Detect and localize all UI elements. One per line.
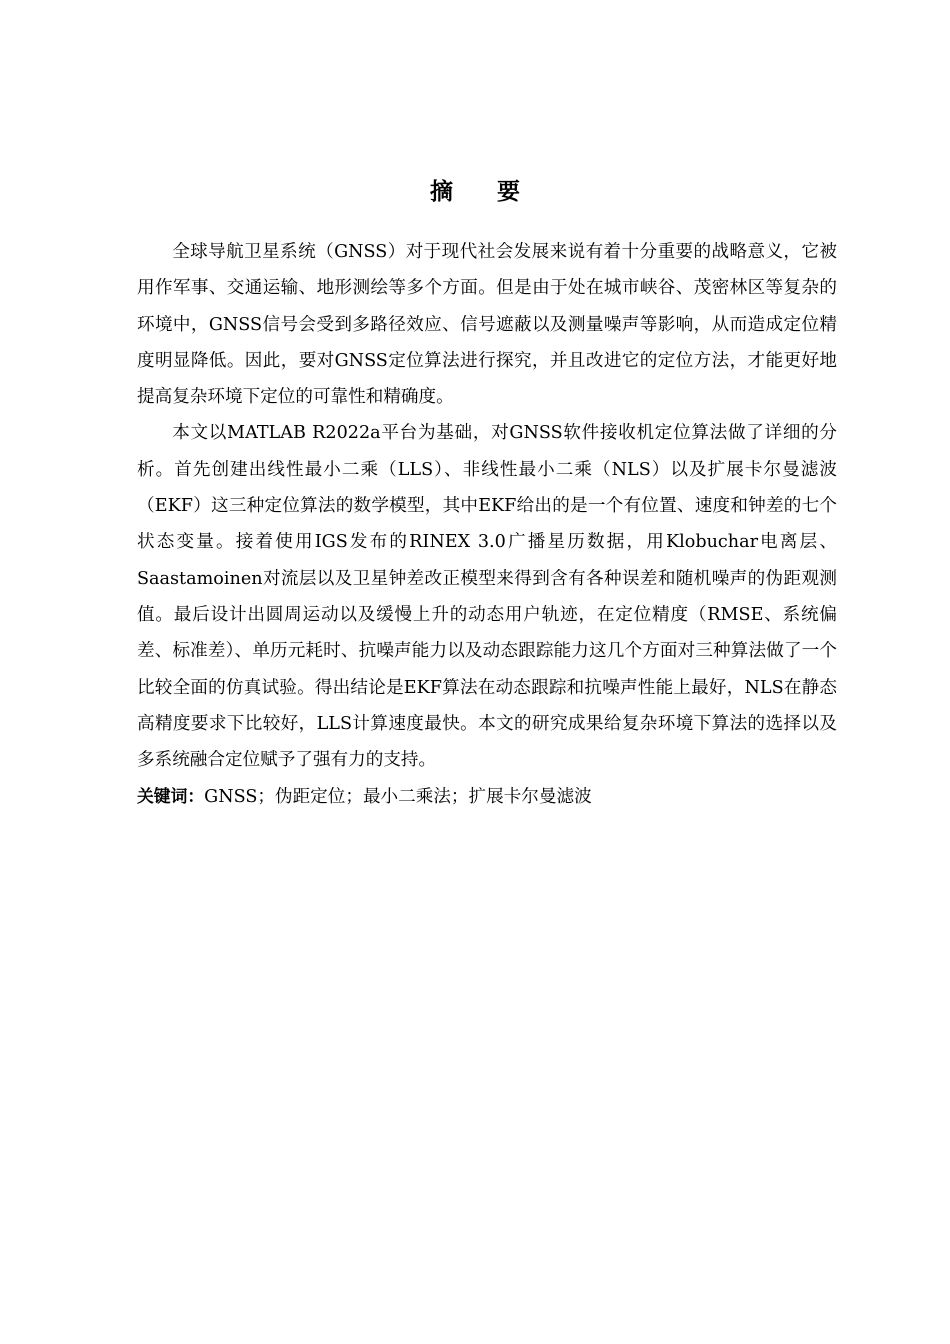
keywords-text: GNSS；伪距定位；最小二乘法；扩展卡尔曼滤波 <box>204 787 592 808</box>
title-char-1: 摘 <box>430 179 453 205</box>
keywords-label: 关键词： <box>137 786 205 807</box>
abstract-paragraph-2: 本文以MATLAB R2022a平台为基础，对GNSS软件接收机定位算法做了详细的分析。首先创建出线性最小二乘（LLS）、非线性最小二乘（NLS）以及扩展卡尔曼滤波（EKF）这三种定位算法的数学模型，其中EKF给出的是一个有位置、速度和钟差的七个状态变量。接着使用IGS发布的RINEX 3.0广播星历数据，用Klobuchar电离层、Saastamoinen对流层以及卫星钟差改正模型来得到含有各种误差和随机噪声的伪距观测值。最后设计出圆周运动以及缓慢上升的动态用户轨迹，在定位精度（RMSE、系统偏差、标准差）、单历元耗时、抗噪声能力以及动态跟踪能力这几个方面对三种算法做了一个比较全面的仿真试验。得出结论是EKF算法在动态跟踪和抗噪声性能上最好，NLS在静态高精度要求下比较好，LLS计算速度最快。本文的研究成果给复杂环境下算法的选择以及多系统融合定位赋予了强有力的支持。 <box>137 423 837 771</box>
abstract-title <box>0 172 950 212</box>
title-char-2: 要 <box>497 179 520 205</box>
keywords-line <box>137 778 837 815</box>
abstract-body <box>137 234 837 816</box>
abstract-paragraph-1: 全球导航卫星系统（GNSS）对于现代社会发展来说有着十分重要的战略意义，它被用作军事、交通运输、地形测绘等多个方面。但是由于处在城市峡谷、茂密林区等复杂的环境中，GNSS信号会受到多路径效应、信号遮蔽以及测量噪声等影响，从而造成定位精度明显降低。因此，要对GNSS定位算法进行探究，并且改进它的定位方法，才能更好地提高复杂环境下定位的可靠性和精确度。 <box>137 242 837 408</box>
